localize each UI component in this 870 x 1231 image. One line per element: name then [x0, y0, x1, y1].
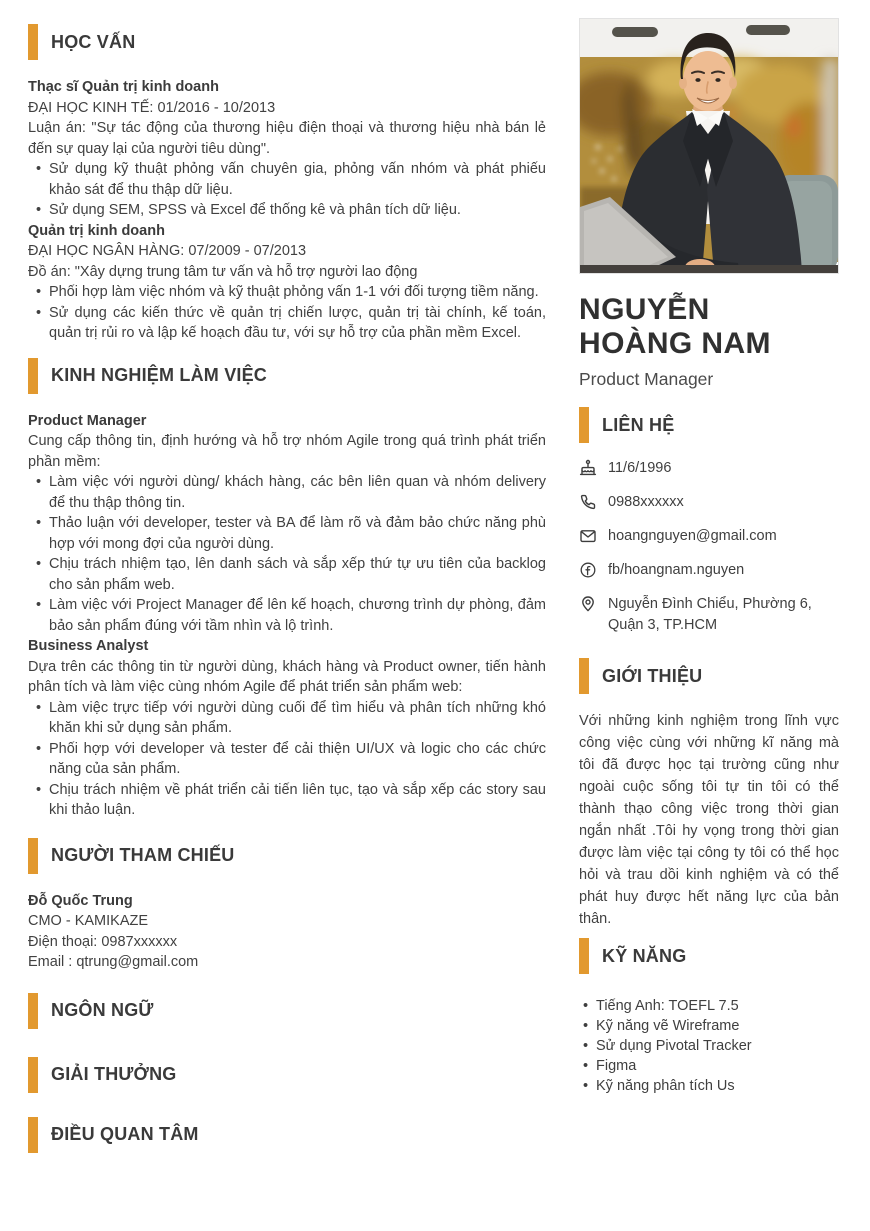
accent-bar	[579, 407, 589, 443]
degree-title: Thạc sĩ Quản trị kinh doanh	[28, 79, 219, 95]
bullet-item: • Thảo luận với developer, tester và BA để làm rõ và đảm bảo chức năng phù hợp với mong đợi của người dùng.	[28, 513, 546, 554]
skill-item: • Kỹ năng vẽ Wireframe	[579, 1016, 839, 1036]
section-experience	[28, 358, 546, 821]
mail-icon	[579, 527, 597, 545]
right-column	[579, 18, 839, 1096]
accent-bar	[28, 838, 38, 874]
section-title: GIỚI THIỆU	[602, 665, 703, 686]
references-content	[28, 891, 546, 973]
section-references	[28, 838, 546, 973]
phone-icon	[579, 493, 597, 511]
role-summary: Dựa trên các thông tin từ người dùng, khách hàng và Product owner, tiến hành phân tích và làm việc cùng nhóm Agile để phát triển sản phẩm web:	[28, 658, 546, 695]
contact-phone: 0988xxxxxx	[608, 494, 684, 510]
facebook-icon	[579, 561, 597, 579]
skill-item: • Kỹ năng phân tích Us	[579, 1076, 839, 1096]
contact-email: hoangnguyen@gmail.com	[608, 528, 777, 544]
school-line: ĐẠI HỌC NGÂN HÀNG: 07/2009 - 07/2013	[28, 243, 307, 259]
role-title: Business Analyst	[28, 638, 149, 654]
thesis-line: Đồ án: "Xây dựng trung tâm tư vấn và hỗ trợ người lao động	[28, 263, 418, 280]
education-bullets	[28, 159, 546, 221]
bullet-item: • Sử dụng các kiến thức về quản trị chiến lược, quản trị tài chính, kế toán, quản trị rủi ro và lập kế hoạch đầu tư, với sự hỗ trợ của phần mềm Excel.	[28, 303, 546, 344]
birthday-cake-icon	[579, 459, 597, 477]
person-name-line1: NGUYỄN	[579, 293, 710, 326]
section-title: HỌC VẤN	[51, 31, 136, 52]
bullet-item: • Chịu trách nhiệm về phát triển cải tiến liên tục, tạo và sắp xếp các story sau khi thảo luận.	[28, 780, 546, 821]
awards-heading	[28, 1057, 546, 1093]
contact-row-facebook	[579, 560, 839, 581]
bullet-item: • Làm việc với Project Manager để lên kế hoạch, chương trình dự phòng, đảm bảo sản phẩm đúng với tầm nhìn và lộ trình.	[28, 595, 546, 636]
bullet-item: • Làm việc trực tiếp với người dùng cuối để tìm hiểu và phân tích những khó khăn khi sử dụng sản phẩm.	[28, 698, 546, 739]
contact-heading	[579, 407, 839, 443]
section-title: KINH NGHIỆM LÀM VIỆC	[51, 365, 268, 385]
section-education	[28, 24, 546, 344]
contact-facebook: fb/hoangnam.nguyen	[608, 562, 745, 578]
bullet-item: • Sử dụng kỹ thuật phỏng vấn chuyên gia, phỏng vấn nhóm và phát phiếu khảo sát để thu thập dữ liệu.	[28, 159, 546, 200]
section-title: NGÔN NGỮ	[51, 1000, 154, 1020]
section-title: LIÊN HỆ	[602, 414, 675, 435]
role-title: Product Manager	[28, 412, 147, 429]
experience-heading	[28, 358, 546, 394]
reference-position: CMO - KAMIKAZE	[28, 913, 149, 929]
accent-bar	[28, 1117, 38, 1153]
section-skills	[579, 938, 839, 1096]
references-heading	[28, 838, 546, 874]
section-title: GIẢI THƯỞNG	[51, 1064, 177, 1084]
experience-bullets	[28, 472, 546, 636]
reference-name: Đỗ Quốc Trung	[28, 892, 133, 909]
accent-bar	[28, 993, 38, 1029]
section-contact	[579, 407, 839, 636]
skill-item: • Figma	[579, 1056, 839, 1076]
profile-photo	[579, 18, 839, 274]
accent-bar	[28, 24, 38, 60]
about-text: Với những kinh nghiệm trong lĩnh vực công việc cùng với những kĩ năng mà tôi đã được học tại trường cũng như ngoài cuộc sống tôi tự tin tôi có thể thành thạo công việc trong thời gian ngắn nhất .Tôi hy vọng trong thời gian được làm việc tại công ty tôi có thể học hỏi và trau dồi kinh nghiệm và có thể phát huy được hết năng lực của bản thân.	[579, 713, 839, 927]
accent-bar	[28, 358, 38, 394]
section-languages	[28, 993, 546, 1029]
interests-heading	[28, 1117, 546, 1153]
role-summary: Cung cấp thông tin, định hướng và hỗ trợ nhóm Agile trong quá trình phát triển phần mềm:	[28, 433, 546, 470]
skill-item: • Sử dụng Pivotal Tracker	[579, 1036, 839, 1056]
reference-phone: Điện thoại: 0987xxxxxx	[28, 933, 178, 950]
about-heading	[579, 658, 839, 694]
experience-content	[28, 411, 546, 821]
bullet-item: • Làm việc với người dùng/ khách hàng, các bên liên quan và nhóm delivery để thu thập thông tin.	[28, 472, 546, 513]
section-title: KỸ NĂNG	[602, 945, 687, 966]
degree-title: Quản trị kinh doanh	[28, 222, 165, 239]
person-name	[579, 293, 839, 361]
bullet-item: • Sử dụng SEM, SPSS và Excel để thống kê và phân tích dữ liệu.	[28, 200, 546, 221]
section-awards	[28, 1057, 546, 1093]
person-name-line2: HOÀNG NAM	[579, 327, 771, 360]
section-title: NGƯỜI THAM CHIẾU	[51, 845, 235, 865]
education-heading	[28, 24, 546, 60]
education-bullets	[28, 282, 546, 344]
skill-item: • Tiếng Anh: TOEFL 7.5	[579, 996, 839, 1016]
section-interests	[28, 1117, 546, 1153]
person-job-title: Product Manager	[579, 369, 714, 389]
section-about	[579, 658, 839, 930]
experience-bullets	[28, 698, 546, 821]
contact-row-phone	[579, 492, 839, 513]
reference-email: Email : qtrung@gmail.com	[28, 954, 199, 970]
contact-address: Nguyễn Đình Chiểu, Phường 6, Quận 3, TP.HCM	[608, 596, 812, 633]
location-pin-icon	[579, 595, 597, 613]
languages-heading	[28, 993, 546, 1029]
bullet-item: • Chịu trách nhiệm tạo, lên danh sách và sắp xếp thứ tự ưu tiên của backlog cho sản phẩm web.	[28, 554, 546, 595]
accent-bar	[579, 658, 589, 694]
bullet-item: • Phối hợp với developer và tester để cải thiện UI/UX và logic cho các chức năng của sản phẩm.	[28, 739, 546, 780]
bullet-item: • Phối hợp làm việc nhóm và kỹ thuật phỏng vấn 1-1 với đối tượng tiềm năng.	[28, 282, 546, 303]
contact-row-email	[579, 526, 839, 547]
contact-list	[579, 458, 839, 636]
left-column	[28, 24, 546, 1153]
thesis-line: Luận án: "Sự tác động của thương hiệu điện thoại và thương hiệu nhà bán lẻ đến sự quay lại của người tiêu dùng".	[28, 120, 546, 157]
section-title: ĐIỀU QUAN TÂM	[51, 1124, 199, 1144]
accent-bar	[579, 938, 589, 974]
contact-row-birthday	[579, 458, 839, 479]
skills-list	[579, 996, 839, 1096]
school-line: ĐẠI HỌC KINH TẾ: 01/2016 - 10/2013	[28, 99, 276, 116]
contact-row-address	[579, 594, 839, 636]
accent-bar	[28, 1057, 38, 1093]
education-content	[28, 77, 546, 344]
contact-birthday: 11/6/1996	[608, 460, 672, 476]
skills-heading	[579, 938, 839, 974]
